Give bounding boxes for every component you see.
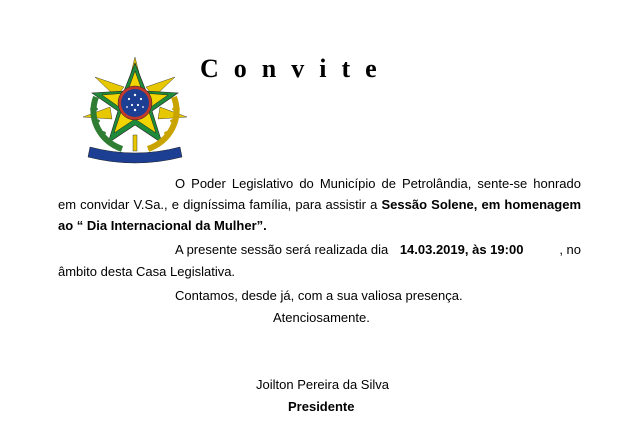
paragraph2-line1-text: A presente sessão será realizada dia bbox=[175, 242, 392, 257]
closing-sentence: Contamos, desde já, com a sua valiosa presença. bbox=[175, 288, 463, 303]
paragraph2-line1-end: , no bbox=[559, 242, 581, 257]
paragraph2-line2: âmbito desta Casa Legislativa. bbox=[58, 264, 236, 279]
paragraph1-line1: O Poder Legislativo do Município de Petrolândia, sente-se honrado bbox=[175, 176, 581, 191]
paragraph1-line2-text: em convidar V.Sa., e digníssima família, para assistir a bbox=[58, 197, 382, 212]
coat-of-arms-icon bbox=[82, 57, 188, 167]
event-theme: ao “ Dia Internacional da Mulher”. bbox=[58, 218, 267, 233]
event-datetime: 14.03.2019, às 19:00 bbox=[399, 242, 524, 257]
event-name: Sessão Solene, em homenagem bbox=[381, 197, 581, 212]
regards: Atenciosamente. bbox=[273, 310, 370, 325]
paragraph1-line2 bbox=[58, 197, 581, 213]
signatory-name: Joilton Pereira da Silva bbox=[256, 377, 389, 392]
paragraph2-line1 bbox=[175, 242, 581, 258]
document-title: Convite bbox=[200, 54, 392, 83]
signatory-role: Presidente bbox=[288, 399, 355, 414]
